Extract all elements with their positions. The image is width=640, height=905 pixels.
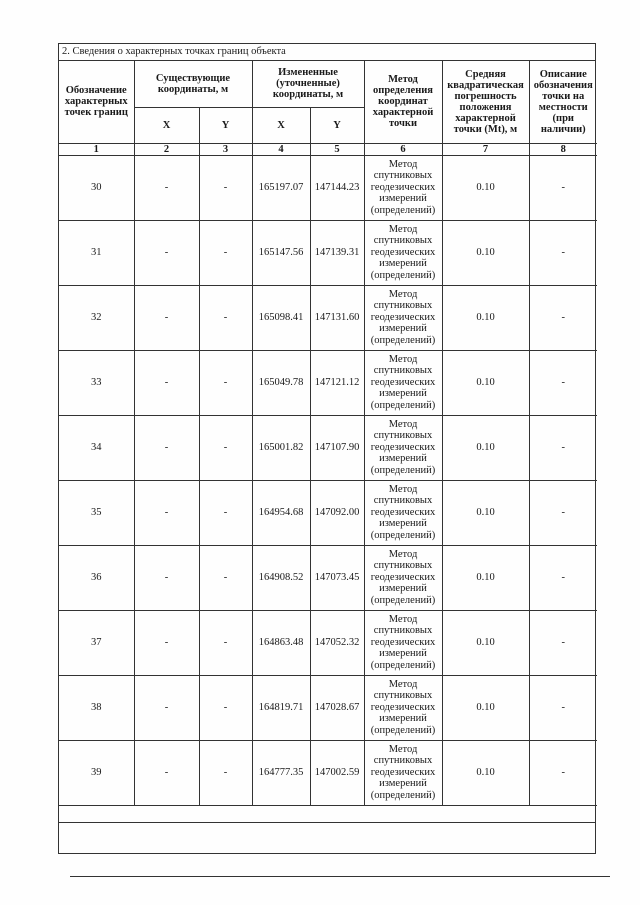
column-number: 3 (199, 143, 252, 155)
description-cell: - (529, 350, 597, 415)
header-changed-x: X (252, 107, 310, 143)
description-cell: - (529, 675, 597, 740)
header-existing-y: Y (199, 107, 252, 143)
method-cell: Метод спутниковых геодезических измерений (определений) (364, 155, 442, 220)
description-cell: - (529, 610, 597, 675)
column-numbers-row (59, 143, 597, 155)
existing-x: - (134, 350, 199, 415)
existing-y: - (199, 155, 252, 220)
changed-y: 147121.12 (310, 350, 364, 415)
method-cell: Метод спутниковых геодезических измерений (определений) (364, 220, 442, 285)
method-cell: Метод спутниковых геодезических измерений (определений) (364, 740, 442, 805)
header-description: Описание обозначения точки на местности (при наличии) (529, 61, 597, 143)
existing-y: - (199, 740, 252, 805)
error-cell: 0.10 (442, 740, 529, 805)
existing-y: - (199, 480, 252, 545)
column-number: 6 (364, 143, 442, 155)
existing-y: - (199, 675, 252, 740)
method-cell: Метод спутниковых геодезических измерений (определений) (364, 480, 442, 545)
existing-y: - (199, 350, 252, 415)
method-cell: Метод спутниковых геодезических измерений (определений) (364, 545, 442, 610)
column-number: 5 (310, 143, 364, 155)
description-cell: - (529, 740, 597, 805)
changed-x: 165098.41 (252, 285, 310, 350)
table-row (59, 155, 597, 220)
error-cell: 0.10 (442, 350, 529, 415)
existing-y: - (199, 285, 252, 350)
changed-y: 147002.59 (310, 740, 364, 805)
point-id: 38 (59, 675, 134, 740)
changed-x: 164954.68 (252, 480, 310, 545)
changed-y: 147073.45 (310, 545, 364, 610)
method-cell: Метод спутниковых геодезических измерений (определений) (364, 285, 442, 350)
existing-x: - (134, 545, 199, 610)
changed-x: 164863.48 (252, 610, 310, 675)
existing-x: - (134, 220, 199, 285)
existing-x: - (134, 155, 199, 220)
point-id: 35 (59, 480, 134, 545)
description-cell: - (529, 415, 597, 480)
changed-x: 165197.07 (252, 155, 310, 220)
method-cell: Метод спутниковых геодезических измерений (определений) (364, 610, 442, 675)
changed-x: 165049.78 (252, 350, 310, 415)
changed-y: 147107.90 (310, 415, 364, 480)
error-cell: 0.10 (442, 415, 529, 480)
changed-x: 165147.56 (252, 220, 310, 285)
column-number: 8 (529, 143, 597, 155)
changed-x: 164819.71 (252, 675, 310, 740)
description-cell: - (529, 155, 597, 220)
point-id: 30 (59, 155, 134, 220)
existing-x: - (134, 740, 199, 805)
table-row (59, 285, 597, 350)
existing-x: - (134, 675, 199, 740)
point-id: 32 (59, 285, 134, 350)
existing-x: - (134, 285, 199, 350)
table-row (59, 740, 597, 805)
method-cell: Метод спутниковых геодезических измерений (определений) (364, 350, 442, 415)
point-id: 34 (59, 415, 134, 480)
existing-x: - (134, 610, 199, 675)
document-frame (58, 43, 596, 854)
method-cell: Метод спутниковых геодезических измерений (определений) (364, 675, 442, 740)
changed-y: 147092.00 (310, 480, 364, 545)
existing-y: - (199, 415, 252, 480)
empty-table-area (59, 822, 595, 853)
description-cell: - (529, 545, 597, 610)
point-id: 39 (59, 740, 134, 805)
point-id: 37 (59, 610, 134, 675)
changed-y: 147052.32 (310, 610, 364, 675)
column-number: 4 (252, 143, 310, 155)
error-cell: 0.10 (442, 610, 529, 675)
table-row (59, 545, 597, 610)
table-row (59, 480, 597, 545)
changed-y: 147139.31 (310, 220, 364, 285)
header-method: Метод определения координат характерной точки (364, 61, 442, 143)
boundary-points-table (59, 61, 597, 806)
description-cell: - (529, 480, 597, 545)
changed-x: 164777.35 (252, 740, 310, 805)
error-cell: 0.10 (442, 675, 529, 740)
changed-y: 147028.67 (310, 675, 364, 740)
header-existing-coords: Существующие координаты, м (134, 61, 252, 107)
changed-y: 147144.23 (310, 155, 364, 220)
header-changed-coords: Измененные (уточненные) координаты, м (252, 61, 364, 107)
footer-divider (70, 876, 610, 877)
table-row (59, 350, 597, 415)
existing-x: - (134, 415, 199, 480)
table-row (59, 675, 597, 740)
error-cell: 0.10 (442, 480, 529, 545)
method-cell: Метод спутниковых геодезических измерений (определений) (364, 415, 442, 480)
error-cell: 0.10 (442, 220, 529, 285)
header-existing-x: X (134, 107, 199, 143)
description-cell: - (529, 285, 597, 350)
point-id: 33 (59, 350, 134, 415)
description-cell: - (529, 220, 597, 285)
header-error: Средняя квадратическая погрешность положения характерной точки (Mt), м (442, 61, 529, 143)
point-id: 36 (59, 545, 134, 610)
table-row (59, 610, 597, 675)
changed-x: 165001.82 (252, 415, 310, 480)
existing-y: - (199, 610, 252, 675)
column-number: 7 (442, 143, 529, 155)
error-cell: 0.10 (442, 155, 529, 220)
error-cell: 0.10 (442, 545, 529, 610)
error-cell: 0.10 (442, 285, 529, 350)
changed-y: 147131.60 (310, 285, 364, 350)
changed-x: 164908.52 (252, 545, 310, 610)
existing-y: - (199, 545, 252, 610)
header-designation: Обозначение характерных точек границ (59, 61, 134, 143)
table-row (59, 415, 597, 480)
point-id: 31 (59, 220, 134, 285)
table-row (59, 220, 597, 285)
existing-y: - (199, 220, 252, 285)
column-number: 1 (59, 143, 134, 155)
section-title: 2. Сведения о характерных точках границ объекта (59, 44, 595, 61)
header-changed-y: Y (310, 107, 364, 143)
existing-x: - (134, 480, 199, 545)
column-number: 2 (134, 143, 199, 155)
